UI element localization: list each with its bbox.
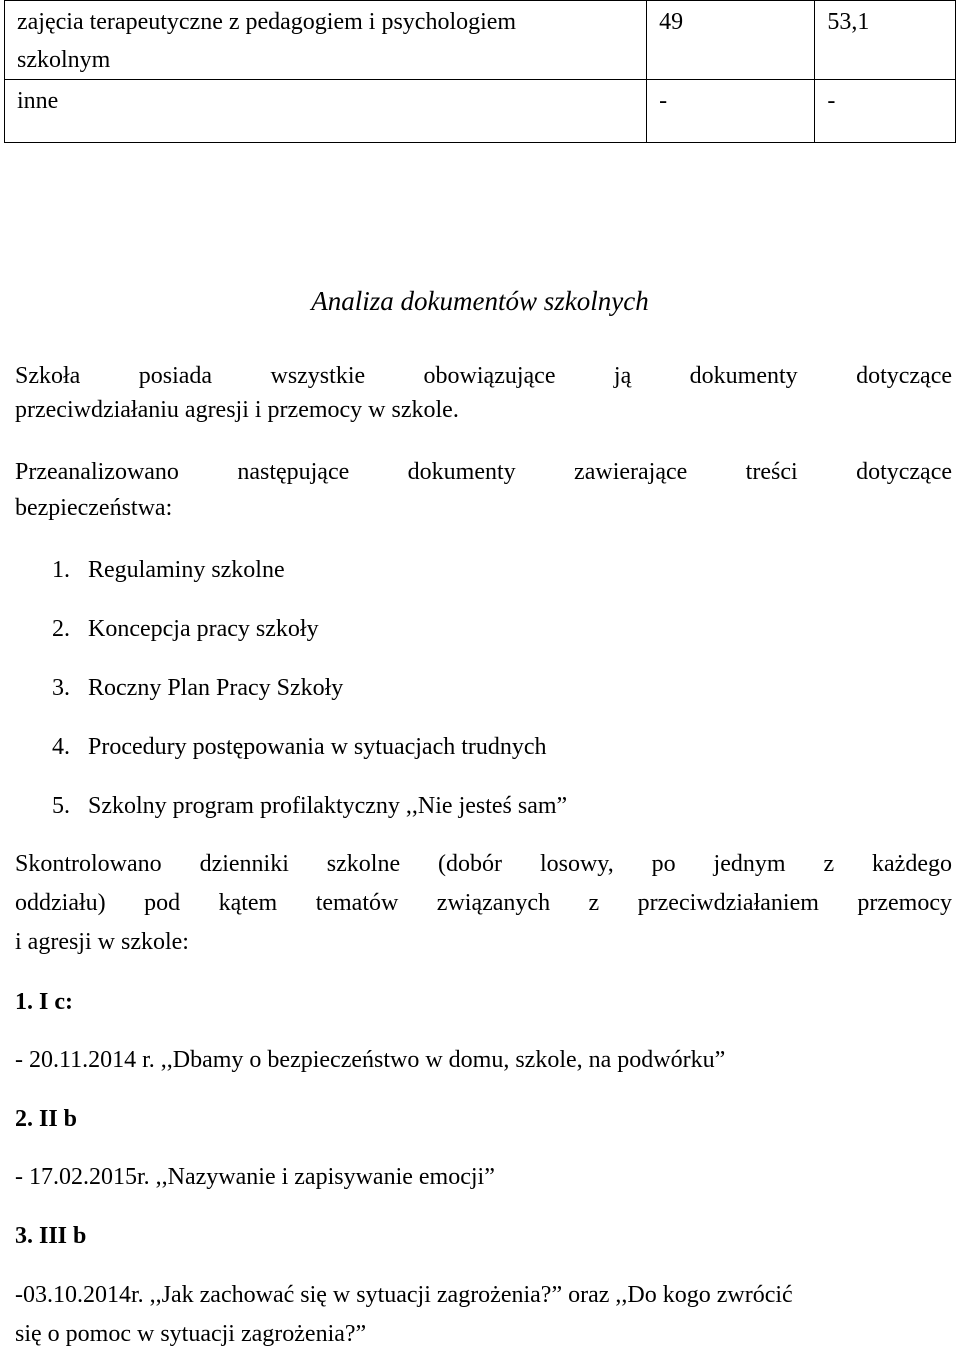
paragraph-line: przeciwdziałaniu agresji i przemocy w szkole. bbox=[15, 397, 459, 423]
results-table bbox=[4, 0, 956, 143]
list-text: Procedury postępowania w sytuacjach trudnych bbox=[88, 734, 547, 760]
table-cell-label bbox=[5, 80, 647, 143]
section-heading: Analiza dokumentów szkolnych bbox=[311, 286, 649, 316]
paragraph-analysis-intro bbox=[15, 453, 952, 527]
row-label-line1: zajęcia terapeutyczne z pedagogiem i psychologiem bbox=[17, 9, 517, 35]
table-cell-label bbox=[5, 1, 647, 80]
list-number: 5. bbox=[52, 793, 70, 819]
class-entry: -03.10.2014r. ,,Jak zachować się w sytuacji zagrożenia?” oraz ,,Do kogo zwrócić bbox=[15, 1282, 793, 1308]
list-number: 2. bbox=[52, 616, 70, 642]
list-item bbox=[52, 728, 547, 766]
list-text: Regulaminy szkolne bbox=[88, 557, 285, 583]
class-header: 3. III b bbox=[15, 1223, 87, 1249]
list-number: 4. bbox=[52, 734, 70, 760]
paragraph-line: Przeanalizowano następujące dokumenty zawierające treści dotyczące bbox=[15, 459, 952, 485]
paragraph-line: i agresji w szkole: bbox=[15, 929, 189, 955]
row-label-line1: inne bbox=[17, 88, 59, 114]
paragraph-documents-intro bbox=[15, 357, 952, 429]
table-row bbox=[5, 80, 956, 143]
list-text: Szkolny program profilaktyczny ,,Nie jesteś sam” bbox=[88, 793, 568, 819]
class-header: 2. II b bbox=[15, 1106, 78, 1132]
paragraph-line: oddziału) pod kątem tematów związanych z przeciwdziałaniem przemocy bbox=[15, 890, 952, 916]
table-cell-count: - bbox=[647, 80, 815, 143]
list-text: Koncepcja pracy szkoły bbox=[88, 616, 319, 642]
list-item bbox=[52, 669, 343, 707]
list-text: Roczny Plan Pracy Szkoły bbox=[88, 675, 344, 701]
class-entry: - 17.02.2015r. ,,Nazywanie i zapisywanie emocji” bbox=[15, 1164, 495, 1190]
paragraph-line: Skontrolowano dzienniki szkolne (dobór losowy, po jednym z każdego bbox=[15, 851, 952, 877]
list-item bbox=[52, 787, 567, 825]
row-label-line2: szkolnym bbox=[17, 47, 111, 73]
paragraph-line: bezpieczeństwa: bbox=[15, 495, 173, 521]
list-number: 1. bbox=[52, 557, 70, 583]
list-item bbox=[52, 610, 319, 648]
table-cell-count: 49 bbox=[647, 1, 815, 80]
paragraph-line: Szkoła posiada wszystkie obowiązujące ją dokumenty dotyczące bbox=[15, 363, 952, 389]
table-cell-percent: 53,1 bbox=[815, 1, 956, 80]
paragraph-journals bbox=[15, 845, 952, 961]
class-header: 1. I c: bbox=[15, 989, 73, 1015]
list-item bbox=[52, 551, 285, 589]
table-row bbox=[5, 1, 956, 80]
class-entry: się o pomoc w sytuacji zagrożenia?” bbox=[15, 1321, 367, 1347]
table-cell-percent: - bbox=[815, 80, 956, 143]
class-entry: - 20.11.2014 r. ,,Dbamy o bezpieczeństwo w domu, szkole, na podwórku” bbox=[15, 1047, 726, 1073]
list-number: 3. bbox=[52, 675, 70, 701]
